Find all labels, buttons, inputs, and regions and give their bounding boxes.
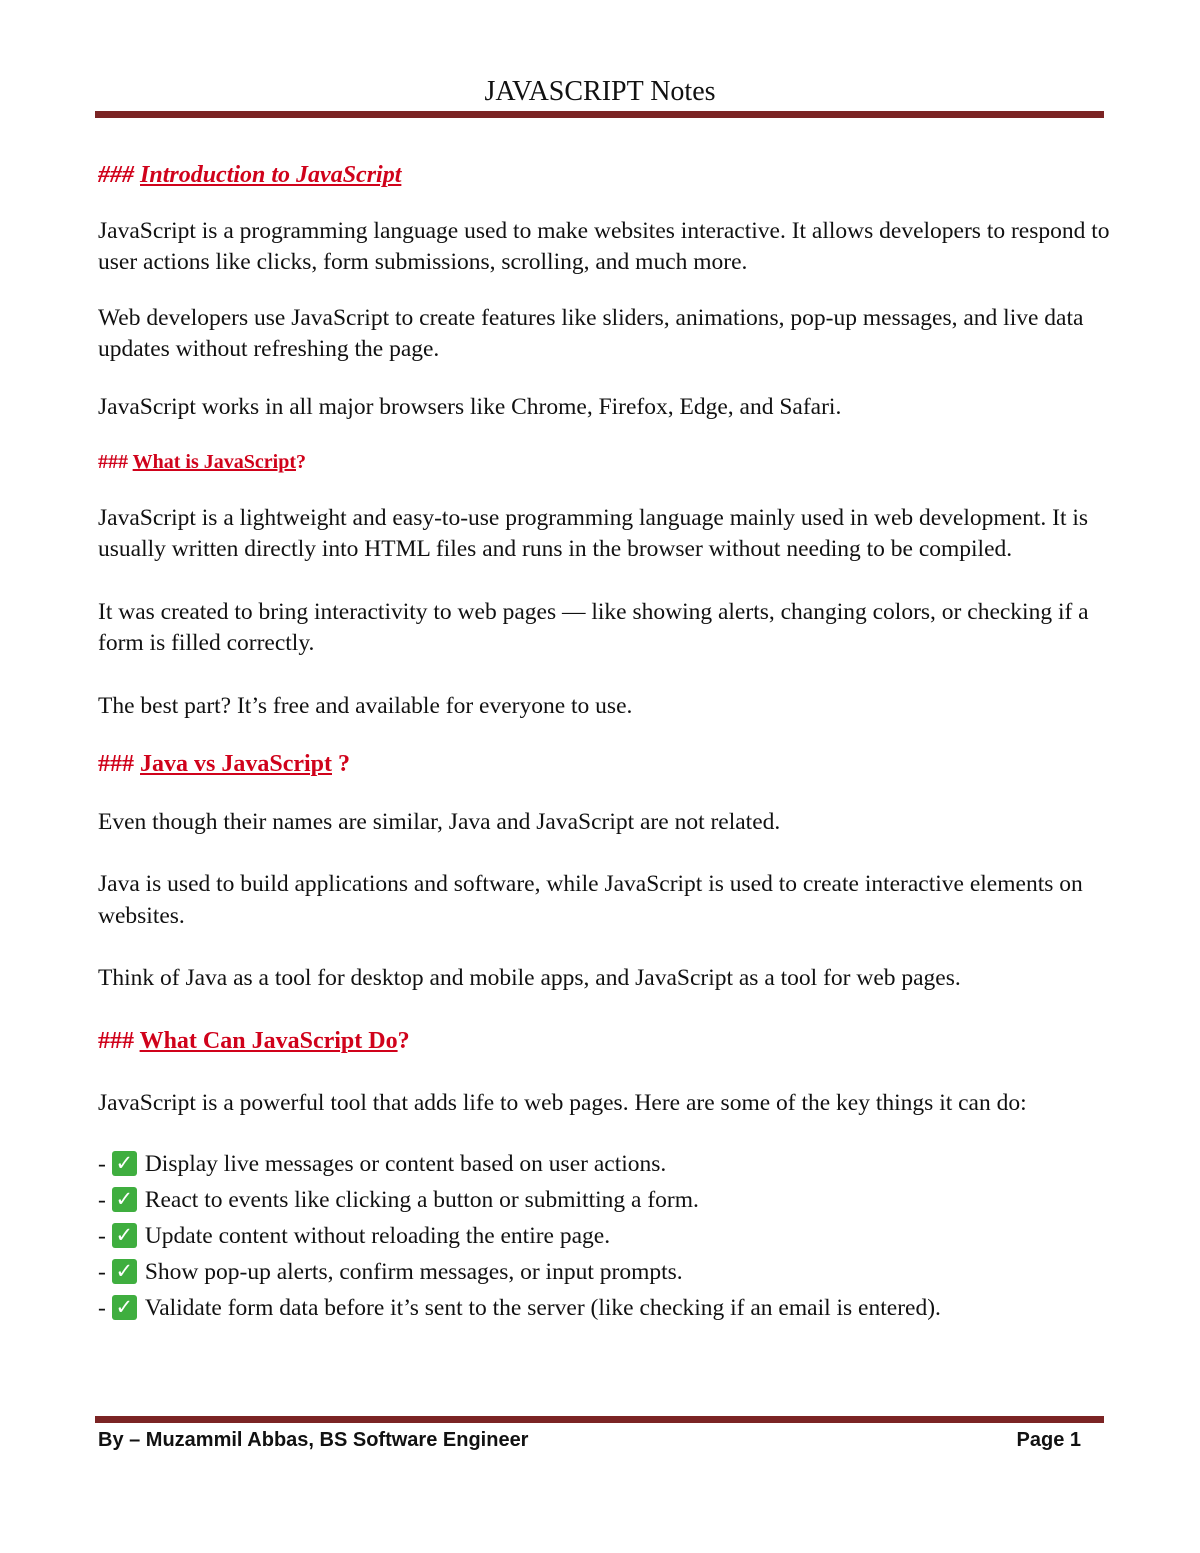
section-heading-what-is	[98, 447, 1113, 479]
heading-suffix: ?	[397, 1027, 410, 1054]
heading-prefix: ###	[98, 751, 140, 777]
paragraph: JavaScript is a programming language used to make websites interactive. It allows developers to respond to user actions like clicks, form submissions, scrolling, and much more.	[98, 217, 1110, 275]
section-heading-can-do	[98, 1026, 1113, 1058]
list-item	[98, 1218, 1113, 1254]
list-item	[98, 1146, 1113, 1182]
header-rule	[95, 111, 1104, 118]
heading-prefix: ###	[98, 451, 133, 473]
footer-rule	[95, 1416, 1104, 1423]
paragraph: Think of Java as a tool for desktop and mobile apps, and JavaScript as a tool for web pages.	[98, 965, 961, 991]
list-dash: -	[98, 1222, 106, 1249]
heading-text: Introduction to JavaScript	[140, 162, 402, 188]
list-item-text: Show pop-up alerts, confirm messages, or input prompts.	[144, 1258, 683, 1285]
check-mark-icon: ✓	[112, 1259, 137, 1284]
check-mark-icon: ✓	[112, 1223, 137, 1248]
list-dash: -	[98, 1150, 106, 1177]
heading-prefix: ###	[98, 1027, 140, 1054]
footer-page-number: Page 1	[1016, 1429, 1081, 1451]
capabilities-list	[98, 1146, 1113, 1326]
footer-author: By – Muzammil Abbas, BS Software Engineer	[98, 1429, 529, 1451]
paragraph: Even though their names are similar, Java and JavaScript are not related.	[98, 808, 781, 835]
heading-suffix: ?	[332, 751, 350, 777]
heading-text: What Can JavaScript Do	[139, 1027, 398, 1054]
check-mark-icon: ✓	[112, 1187, 137, 1212]
heading-text: What is JavaScript	[132, 451, 296, 473]
paragraph: It was created to bring interactivity to web pages — like showing alerts, changing colors, or checking if a form is filled correctly.	[98, 598, 1089, 656]
list-item-text: React to events like clicking a button or submitting a form.	[144, 1186, 699, 1213]
section-heading-intro	[98, 160, 1113, 192]
list-item-text: Validate form data before it’s sent to the server (like checking if an email is entered).	[144, 1294, 941, 1321]
check-mark-icon: ✓	[112, 1151, 137, 1176]
paragraph: JavaScript is a powerful tool that adds life to web pages. Here are some of the key things it can do:	[98, 1090, 1027, 1116]
list-dash: -	[98, 1258, 106, 1285]
page-header-title: JAVASCRIPT Notes	[484, 76, 716, 107]
list-item-text: Update content without reloading the entire page.	[144, 1222, 611, 1249]
list-item	[98, 1290, 1113, 1326]
heading-text: Java vs JavaScript	[140, 751, 332, 777]
list-dash: -	[98, 1294, 106, 1321]
check-mark-icon: ✓	[112, 1295, 137, 1320]
list-item-text: Display live messages or content based on user actions.	[144, 1150, 667, 1177]
paragraph: JavaScript is a lightweight and easy-to-use programming language mainly used in web development. It is usually written directly into HTML files and runs in the browser without needing to be compiled.	[98, 504, 1089, 562]
list-dash: -	[98, 1186, 106, 1213]
list-item	[98, 1254, 1113, 1290]
list-item	[98, 1182, 1113, 1218]
section-heading-java-vs	[98, 749, 1113, 781]
page-footer	[98, 1429, 1081, 1452]
heading-prefix: ###	[98, 162, 140, 188]
document-body	[98, 160, 1113, 1326]
heading-suffix: ?	[295, 451, 306, 473]
paragraph: JavaScript works in all major browsers like Chrome, Firefox, Edge, and Safari.	[98, 393, 842, 420]
paragraph: Java is used to build applications and software, while JavaScript is used to create interactive elements on websites.	[98, 871, 1083, 929]
paragraph: The best part? It’s free and available for everyone to use.	[98, 692, 633, 719]
paragraph: Web developers use JavaScript to create features like sliders, animations, pop-up messages, and live data updates without refreshing the page.	[98, 304, 1084, 362]
